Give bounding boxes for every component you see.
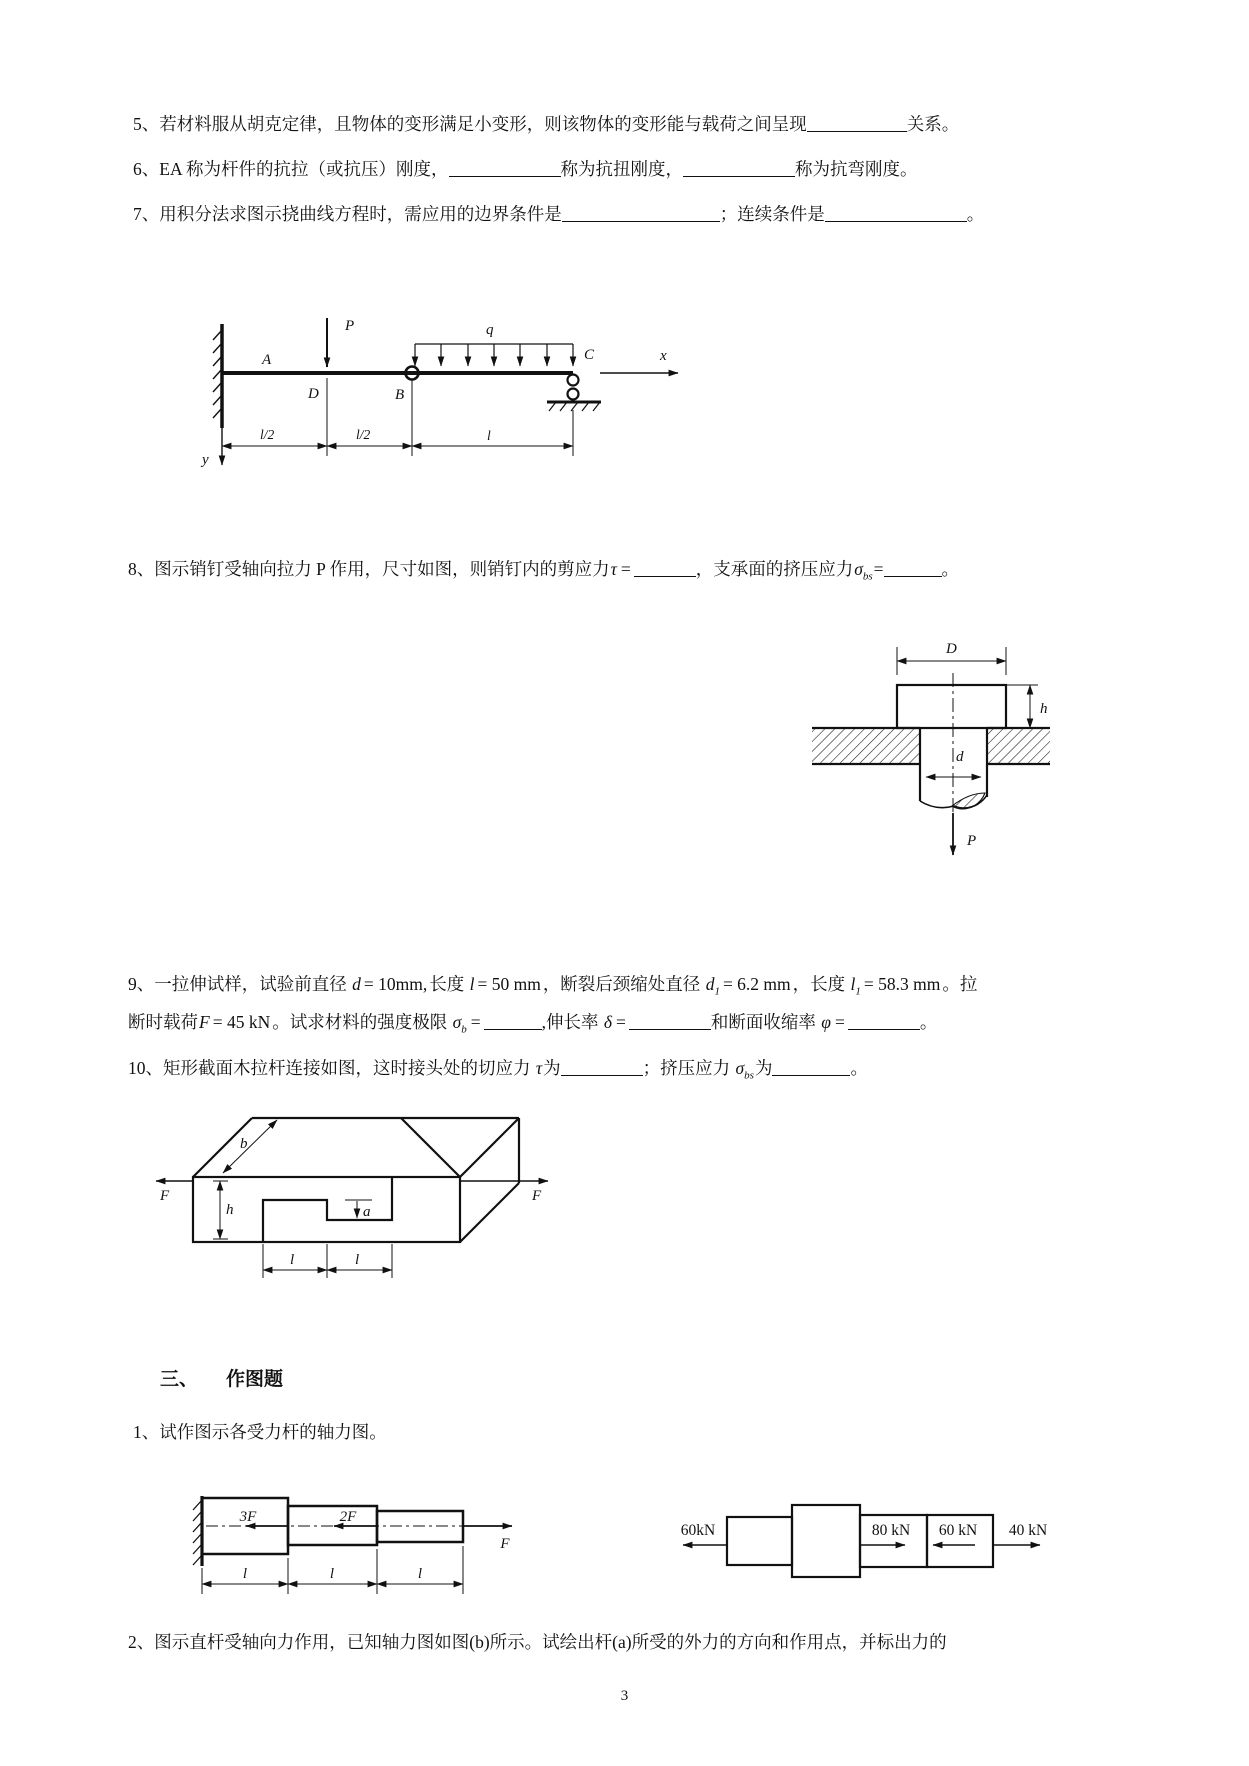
- q9-phi-symbol: φ: [821, 1012, 831, 1032]
- q7-text-2: ；连续条件是: [719, 204, 825, 224]
- q9-text-5: 。拉: [942, 974, 978, 994]
- q9-text-2: 长度: [429, 974, 465, 994]
- q9-text-1: 一拉伸试样，试验前直径: [154, 974, 347, 994]
- joint-notch: [263, 1177, 392, 1242]
- q8-tau-symbol: τ: [610, 559, 617, 579]
- page-number: 3: [620, 1688, 629, 1704]
- q5-text-2: 关系。: [906, 114, 960, 134]
- beam-label-c: C: [584, 347, 595, 363]
- joint-label-a: a: [363, 1204, 371, 1220]
- support-plate: [812, 728, 1050, 764]
- q10-text-4: 为: [754, 1058, 773, 1078]
- s3q2-number: 2、: [128, 1632, 155, 1652]
- q6-text-2: 称为抗扭刚度，: [560, 159, 683, 179]
- question-6: [133, 157, 918, 182]
- distributed-load: [415, 344, 573, 366]
- q8-text-3: 。: [941, 559, 960, 579]
- pin-label-d-small: d: [956, 749, 964, 765]
- joint-l-dimensions: [263, 1244, 392, 1278]
- pin-diagram: [800, 585, 1060, 885]
- q8-text-2: ，支承面的挤压应力: [695, 559, 854, 579]
- q10-text-1: 矩形截面木拉杆连接如图，这时接头处的切应力: [163, 1058, 531, 1078]
- s3q1-text: 试作图示各受力杆的轴力图。: [159, 1422, 387, 1442]
- section-3-number: 三、: [160, 1369, 199, 1390]
- q9-text-4: ，长度: [792, 974, 846, 994]
- axial-bar-diagram: [650, 1497, 1070, 1592]
- beam-dim-l2-1: l/2: [260, 427, 275, 442]
- pin-label-h: h: [1040, 701, 1048, 717]
- question-10: [128, 1056, 868, 1084]
- beam-label-q: q: [486, 322, 494, 338]
- bar2-segments: [727, 1505, 993, 1577]
- q9-l1-symbol: $l_1$: [850, 974, 861, 998]
- blank-line: [561, 1060, 643, 1076]
- q9-text-10: 。: [919, 1012, 938, 1032]
- q7-number: 7、: [133, 204, 160, 224]
- beam-fixed-wall: [213, 324, 222, 428]
- q10-text-5: 。: [850, 1058, 868, 1078]
- bar1-dim-l2: l: [329, 1566, 335, 1582]
- beam-label-a: A: [262, 352, 272, 368]
- beam-dim-l2-2: l/2: [356, 427, 371, 442]
- q9-text-7: 。试求材料的强度极限: [272, 1012, 448, 1032]
- q9-d1-value: = 6.2 mm: [722, 974, 791, 994]
- blank-line: [629, 1014, 711, 1030]
- question-8: [128, 557, 959, 585]
- q9-l1-value: = 58.3 mm: [863, 974, 941, 994]
- q6-text-3: 称为抗弯刚度。: [795, 159, 918, 179]
- beam-dim-l: l: [487, 428, 491, 443]
- q8-equals-1: =: [620, 559, 631, 579]
- pin-h-dimension: [1006, 685, 1038, 728]
- q9-delta-symbol: δ: [603, 1012, 612, 1032]
- q9-number: 9、: [128, 974, 155, 994]
- section3-question-1: [133, 1420, 387, 1445]
- roller-support-c: [547, 375, 601, 412]
- s3q1-number: 1、: [133, 1422, 160, 1442]
- beam-label-p: P: [345, 318, 355, 334]
- joint-dim-l1: l: [290, 1252, 295, 1268]
- q9-text-8: ,伸长率: [541, 1012, 599, 1032]
- blank-line: [884, 561, 942, 577]
- question-7: [133, 202, 984, 227]
- bar1-dim-l3: l: [417, 1566, 423, 1582]
- bar1-label-f: F: [500, 1536, 510, 1552]
- q5-text-1: 若材料服从胡克定律，且物体的变形满足小变形，则该物体的变形能与载荷之间呈现: [159, 114, 807, 134]
- q9-text-9: 和断面收缩率: [710, 1012, 816, 1032]
- q8-sigma-symbol: $\sigma_{bs}$: [854, 559, 873, 583]
- beam-diagram: [190, 268, 690, 478]
- bar1-dim-l1: l: [242, 1566, 248, 1582]
- q7-text-3: 。: [966, 204, 985, 224]
- q9-text-6: 断时载荷: [128, 1012, 198, 1032]
- joint-label-h: h: [226, 1202, 234, 1218]
- q9-text-3: ，断裂后颈缩处直径: [542, 974, 701, 994]
- joint-dim-l2: l: [355, 1252, 360, 1268]
- blank-line: [484, 1014, 542, 1030]
- blank-line: [807, 116, 907, 132]
- q9-f-value: = 45 kN: [212, 1012, 271, 1032]
- question-9-line-1: [128, 972, 977, 1000]
- q9-sigma-symbol: $\sigma_b$: [452, 1012, 467, 1036]
- blank-line: [449, 161, 561, 177]
- bar1-label-2f: 2F: [339, 1509, 357, 1525]
- beam-label-b: B: [395, 387, 405, 403]
- q10-text-3: ；挤压应力: [642, 1058, 731, 1078]
- q9-equals-1: =: [470, 1012, 481, 1032]
- q10-text-2: 为: [543, 1058, 561, 1078]
- question-5: [133, 112, 959, 137]
- bar2-label-80kn: 80 kN: [871, 1522, 911, 1539]
- q5-number: 5、: [133, 114, 160, 134]
- q9-d-value: = 10mm,: [363, 974, 428, 994]
- q8-equals-2: =: [873, 559, 884, 579]
- q8-text-1: 图示销钉受轴向拉力 P 作用，尺寸如图，则销钉内的剪应力: [154, 559, 610, 579]
- section-3-heading: [160, 1364, 283, 1391]
- joint-diagram: [120, 1082, 590, 1292]
- q10-number: 10、: [128, 1058, 163, 1078]
- q9-l-symbol: l: [469, 974, 475, 994]
- bar2-label-60kn-right: 60 kN: [938, 1522, 978, 1539]
- q9-d1-symbol: $d_1$: [705, 974, 720, 998]
- pin-label-d-big: D: [946, 641, 957, 657]
- joint-label-b: b: [240, 1136, 248, 1152]
- q8-number: 8、: [128, 559, 155, 579]
- q9-f-symbol: F: [199, 1012, 210, 1032]
- bar2-label-40kn: 40 kN: [1008, 1522, 1048, 1539]
- q9-equals-2: =: [616, 1012, 626, 1032]
- pin-label-p: P: [967, 833, 977, 849]
- beam-label-d: D: [308, 386, 319, 402]
- joint-b-dimension: [223, 1120, 277, 1173]
- question-9-line-2: [128, 1010, 937, 1038]
- q6-number: 6、: [133, 159, 160, 179]
- q7-text-1: 用积分法求图示挠曲线方程时，需应用的边界条件是: [159, 204, 562, 224]
- blank-line: [825, 206, 967, 222]
- q10-tau-symbol: τ: [535, 1058, 543, 1078]
- blank-line: [562, 206, 720, 222]
- q6-text-1: EA 称为杆件的抗拉（或抗压）刚度，: [159, 159, 449, 179]
- blank-line: [772, 1060, 850, 1076]
- s3q2-text: 图示直杆受轴向力作用，已知轴力图如图(b)所示。试绘出杆(a)所受的外力的方向和作用点，并标出力的: [154, 1632, 947, 1652]
- stepped-bar-diagram: [150, 1492, 560, 1617]
- joint-label-f-right: F: [532, 1188, 542, 1204]
- q10-sigma-symbol: $\sigma_{bs}$: [735, 1058, 754, 1082]
- blank-line: [848, 1014, 920, 1030]
- pin-head: [897, 685, 1006, 728]
- q9-l-value: = 50 mm: [477, 974, 541, 994]
- bar2-label-60kn-left: 60kN: [680, 1522, 716, 1539]
- section3-question-2: [128, 1630, 947, 1655]
- q9-equals-3: =: [834, 1012, 845, 1032]
- section-3-title: 作图题: [226, 1369, 284, 1390]
- bar1-label-3f: 3F: [239, 1509, 257, 1525]
- joint-label-f-left: F: [160, 1188, 170, 1204]
- bar1-fixed-wall: [193, 1496, 202, 1566]
- blank-line: [634, 561, 696, 577]
- blank-line: [683, 161, 795, 177]
- beam-label-y: y: [202, 452, 209, 468]
- beam-label-x: x: [660, 348, 667, 364]
- q9-d-symbol: d: [352, 974, 361, 994]
